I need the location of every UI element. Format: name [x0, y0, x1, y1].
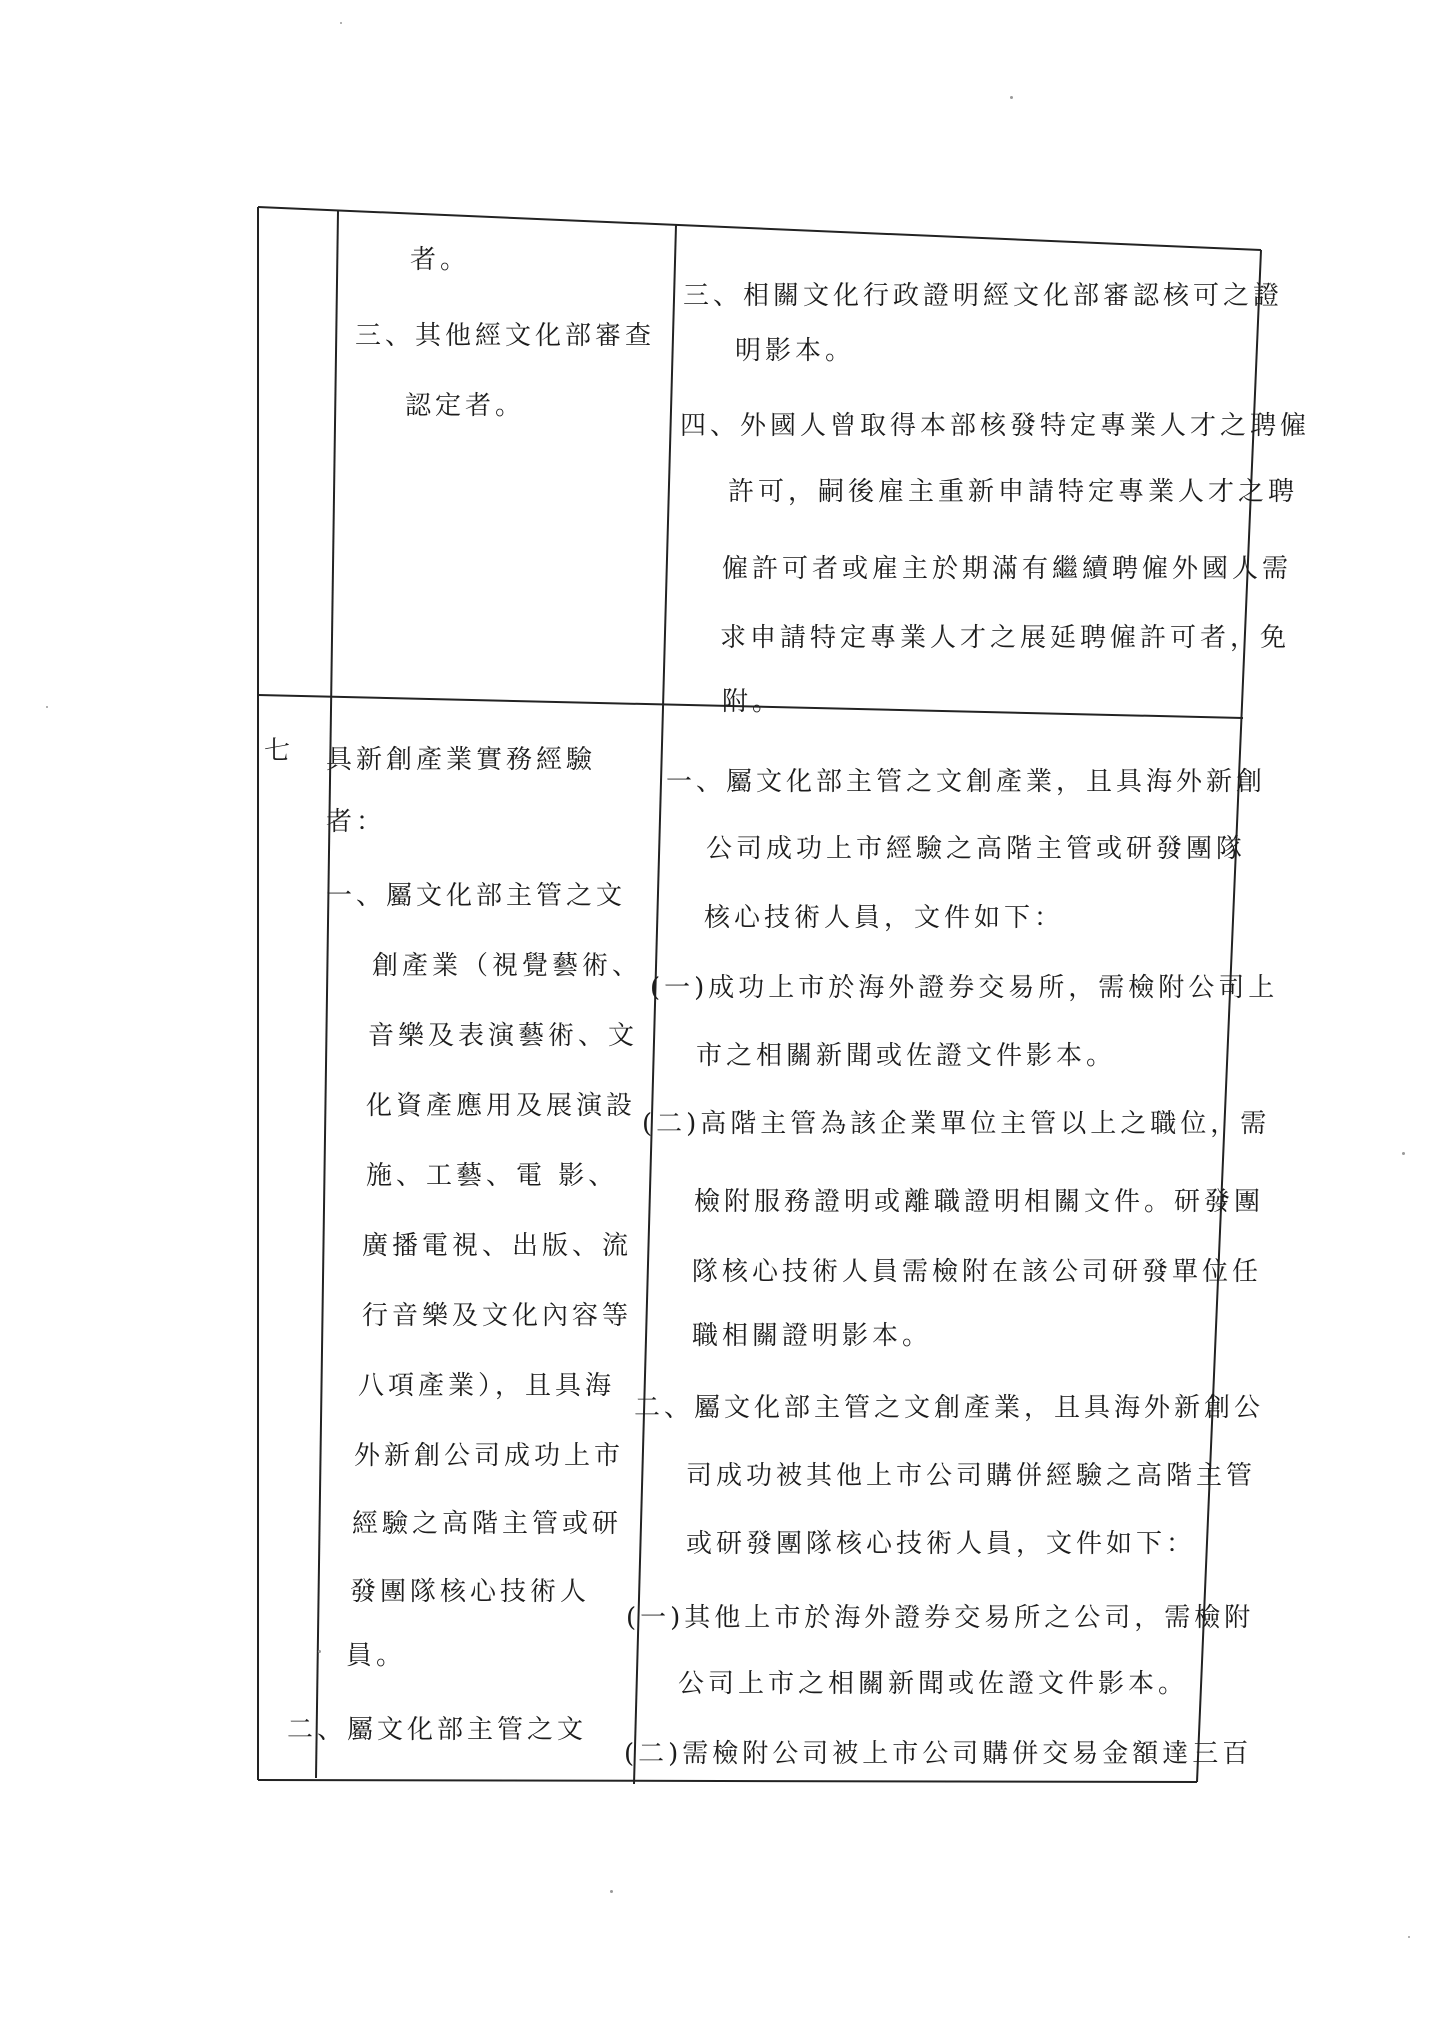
scan-speck [340, 22, 342, 24]
text-line: 三、其他經文化部審查 [355, 321, 656, 351]
text-line: (二)高階主管為該企業單位主管以上之職位，需 [642, 1109, 1271, 1139]
scan-speck [46, 706, 48, 708]
text-line: 具新創產業實務經驗 [326, 745, 597, 775]
scan-speck [1010, 96, 1013, 99]
text-line: 二、屬文化部主管之文 [287, 1715, 588, 1745]
text-line: 發團隊核心技術人 [350, 1577, 591, 1607]
text-line: (一)其他上市於海外證券交易所之公司，需檢附 [626, 1603, 1255, 1633]
text-line: 公司成功上市經驗之高階主管或研發團隊 [706, 834, 1247, 864]
text-line: 一、屬文化部主管之文創產業，且具海外新創 [666, 767, 1267, 797]
text-line: (一)成功上市於海外證券交易所，需檢附公司上 [650, 973, 1279, 1003]
text-line: 二、屬文化部主管之文創產業，且具海外新創公 [634, 1393, 1265, 1423]
scan-speck [1408, 1936, 1410, 1938]
text-line: 市之相關新聞或佐證文件影本。 [696, 1041, 1117, 1071]
text-line: 四、外國人曾取得本部核發特定專業人才之聘僱 [680, 411, 1311, 441]
text-line: 者： [326, 807, 387, 837]
table-bottom-border [258, 1780, 1197, 1782]
text-line: 一、屬文化部主管之文 [326, 881, 627, 911]
text-line: 僱許可者或雇主於期滿有繼續聘僱外國人需 [722, 554, 1293, 584]
text-line: 求申請特定專業人才之展延聘僱許可者，免 [720, 623, 1291, 653]
column-divider-1 [316, 211, 338, 1778]
text-line: 認定者。 [405, 391, 526, 421]
text-line: 附。 [722, 687, 783, 717]
text-line: 施、工藝、電 影、 [366, 1161, 619, 1191]
text-line: 隊核心技術人員需檢附在該公司研發單位任 [692, 1257, 1263, 1287]
text-line: 司成功被其他上市公司購併經驗之高階主管 [686, 1461, 1257, 1491]
text-line: 明影本。 [735, 336, 856, 366]
table-top-border [258, 207, 1261, 250]
text-line: 廣播電視、出版、流 [362, 1231, 633, 1261]
text-line: 三、相關文化行政證明經文化部審認核可之證 [683, 281, 1284, 311]
text-line: 公司上市之相關新聞或佐證文件影本。 [678, 1669, 1189, 1699]
text-line: 八項產業），且具海 [358, 1371, 616, 1401]
text-line: (二)需檢附公司被上市公司購併交易金額達三百 [624, 1739, 1253, 1769]
text-line: 外新創公司成功上市 [354, 1441, 625, 1471]
text-line: 職相關證明影本。 [692, 1321, 933, 1351]
text-line: 許可，嗣後雇主重新申請特定專業人才之聘 [728, 477, 1299, 507]
text-line: 創產業（視覺藝術、 [372, 951, 643, 981]
text-line: 化資產應用及展演設 [366, 1091, 637, 1121]
text-line: 行音樂及文化內容等 [362, 1301, 633, 1331]
row-number: 七 [264, 736, 295, 766]
text-line: 或研發團隊核心技術人員，文件如下： [686, 1529, 1197, 1559]
text-line: 者。 [410, 245, 471, 275]
scan-speck [610, 1890, 613, 1893]
scan-speck [1402, 1152, 1405, 1155]
scan-speck [318, 1650, 321, 1653]
text-line: 經驗之高階主管或研 [352, 1509, 623, 1539]
text-line: 音樂及表演藝術、文 [368, 1021, 639, 1051]
text-line: 員。 [346, 1641, 407, 1671]
text-line: 核心技術人員，文件如下： [704, 903, 1065, 933]
text-line: 檢附服務證明或離職證明相關文件。研發團 [694, 1187, 1265, 1217]
